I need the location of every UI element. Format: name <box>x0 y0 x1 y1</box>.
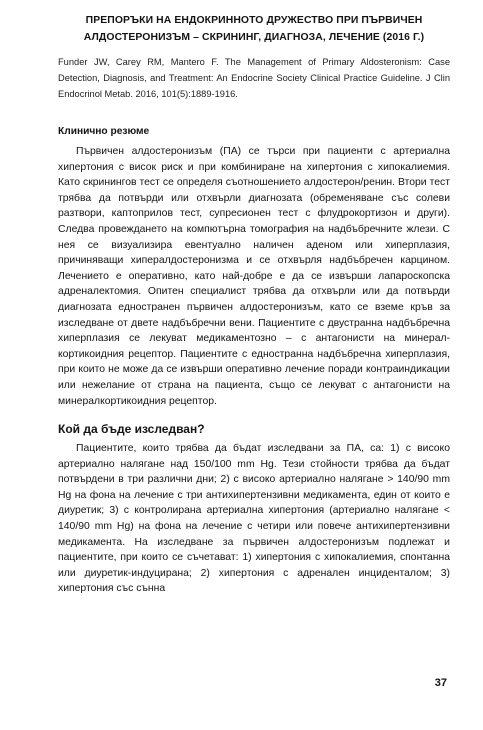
document-page <box>58 12 450 597</box>
reference-citation: Funder JW, Carey RM, Mantero F. The Management of Primary Aldosteronism: Case Detection, Diagnosis, and Treatment: An Endocrine Society Clinical Practice Guideline. J Clin Endocrinol Metab. 2016, 101(5):1889-1916. <box>58 57 450 99</box>
clinical-summary-heading: Клинично резюме <box>58 126 150 137</box>
who-to-test-heading: Кой да бъде изследван? <box>58 422 205 437</box>
page-number: 37 <box>434 677 447 689</box>
who-to-test-paragraph: Пациентите, които трябва да бъдат изследвани за ПА, са: 1) с високо артериално налягане над 150/100 mm Hg. Тези стойности трябва да бъдат потвърдени в три различни дни; 2) с високо артериално налягане > 140/90 mm Hg на фона на лечение с три антихипертензивни медикамента, един от които е диуретик; 3) с контролирана артериална хипертония (артериално налягане < 140/90 mm Hg) на фона на лечение с четири или повече антихипертензивни медикамента. На изследване за първичен алдостеронизъм подлежат и пациентите, при които се съчетават: 1) хипертония с хипокалиемия, спонтанна или диуретик-индуцирана; 2) хипертония с адренален инциденталом; 3) хипертония със сънна <box>58 443 450 595</box>
document-title: ПРЕПОРЪКИ НА ЕНДОКРИННОТО ДРУЖЕСТВО ПРИ ПЪРВИЧЕН АЛДОСТЕРОНИЗЪМ – СКРИНИНГ, ДИАГНОЗА, ЛЕЧЕНИЕ (2016 Г.) <box>83 15 425 43</box>
clinical-summary-paragraph: Първичен алдостеронизъм (ПА) се търси при пациенти с артериална хипертония с висок риск и при комбиниране на хипертония с хипокалиемия. Като скринингов тест се определя съотношението алдостерон/ренин. Втори тест трябва да потвърди или отхвърли диагнозата (обременяване със солеви разтвори, каптоприлов тест, супресионен тест с флудрокортизон и други). Следва провеждането на компютърна томография на надбъбречните жлези. С нея се визуализира евентуално наличен аденом или хиперплазия, причиняващи хипералдостеронизма и се отхвърля надбъбречен карцином. Лечението е оперативно, като най-добре е да се извърши лапароскопска адреналектомия. Опитен специалист трябва да отхвърли или да потвърди диагнозата едностранен първичен алдостеронизъм, като се вземе кръв за изследване от двете надбъбречни вени. Пациентите с двустранна надбъбречна хиперплазия се лекуват медикаментозно – с антагонисти на минерал-кортикоидния рецептор. Пациентите с едностранна надбъбречна хиперплазия, при които не може да се извърши оперативно лечение поради контраиндикации или нежелание от страна на пациента, също се лекуват с антагонисти на минералкортикоидния рецептор. <box>58 146 450 407</box>
